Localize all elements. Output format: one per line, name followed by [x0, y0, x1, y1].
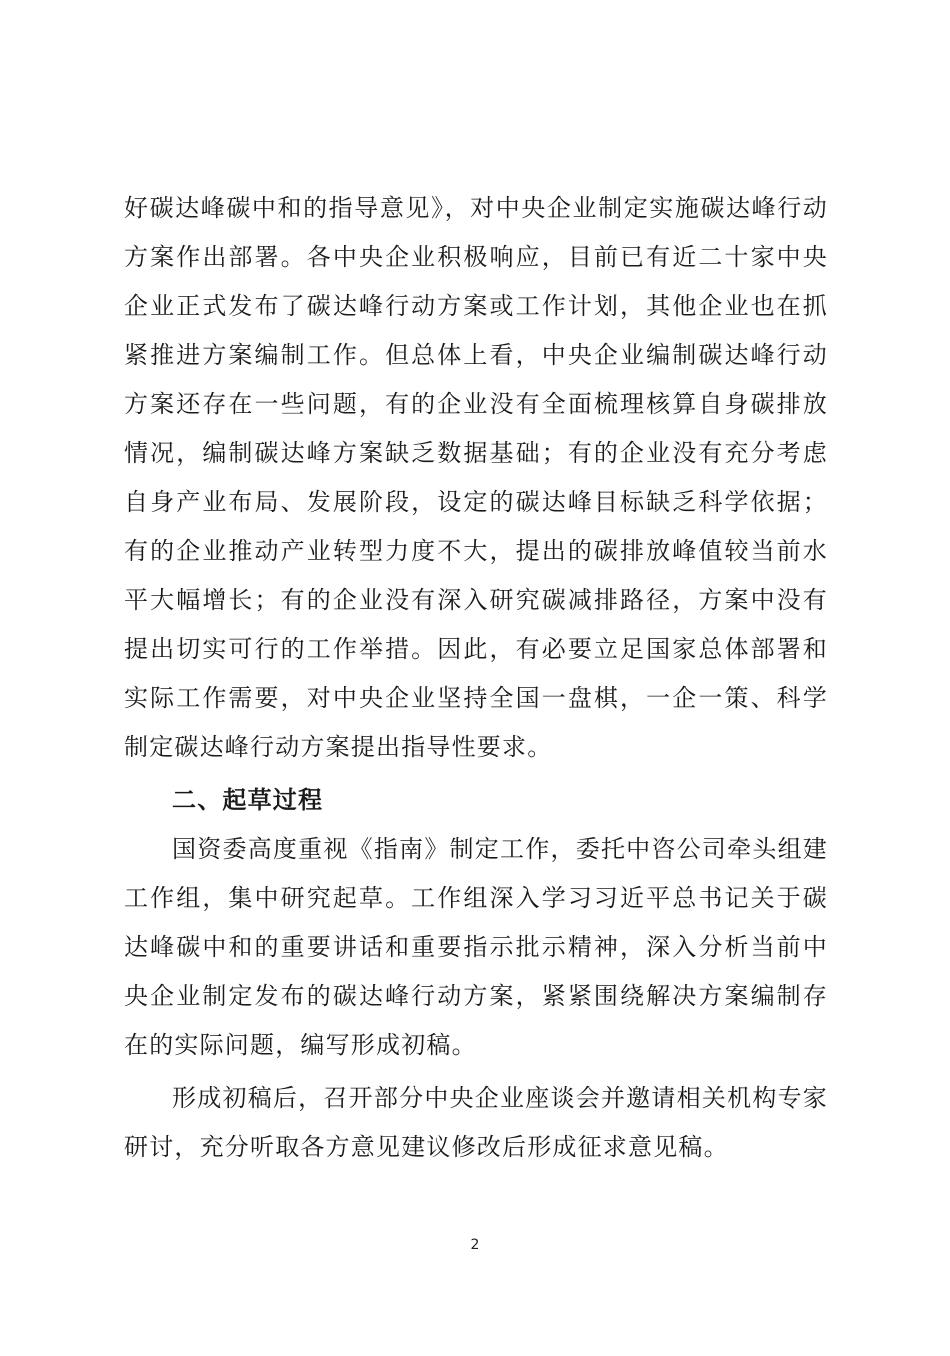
document-body — [124, 184, 828, 1172]
paragraph-consultation: 形成初稿后，召开部分中央企业座谈会并邀请相关机构专家研讨，充分听取各方意见建议修改后形成征求意见稿。 — [124, 1084, 828, 1161]
paragraph-drafting-process: 国资委高度重视《指南》制定工作，委托中咨公司牵头组建工作组，集中研究起草。工作组深入学习习近平总书记关于碳达峰碳中和的重要讲话和重要指示批示精神，深入分析当前中央企业制定发布的碳达峰行动方案，紧紧围绕解决方案编制存在的实际问题，编写形成初稿。 — [124, 835, 828, 1059]
paragraph-continuation: 好碳达峰碳中和的指导意见》，对中央企业制定实施碳达峰行动方案作出部署。各中央企业积极响应，目前已有近二十家中央企业正式发布了碳达峰行动方案或工作计划，其他企业也在抓紧推进方案编制工作。但总体上看，中央企业编制碳达峰行动方案还存在一些问题，有的企业没有全面梳理核算自身碳排放情况，编制碳达峰方案缺乏数据基础；有的企业没有充分考虑自身产业布局、发展阶段，设定的碳达峰目标缺乏科学依据；有的企业推动产业转型力度不大，提出的碳排放峰值较当前水平大幅增长；有的企业没有深入研究碳减排路径，方案中没有提出切实可行的工作举措。因此，有必要立足国家总体部署和实际工作需要，对中央企业坚持全国一盘棋，一企一策、科学制定碳达峰行动方案提出指导性要求。 — [124, 194, 828, 761]
section-heading: 二、起草过程 — [172, 786, 324, 814]
page-number: 2 — [470, 1237, 480, 1253]
